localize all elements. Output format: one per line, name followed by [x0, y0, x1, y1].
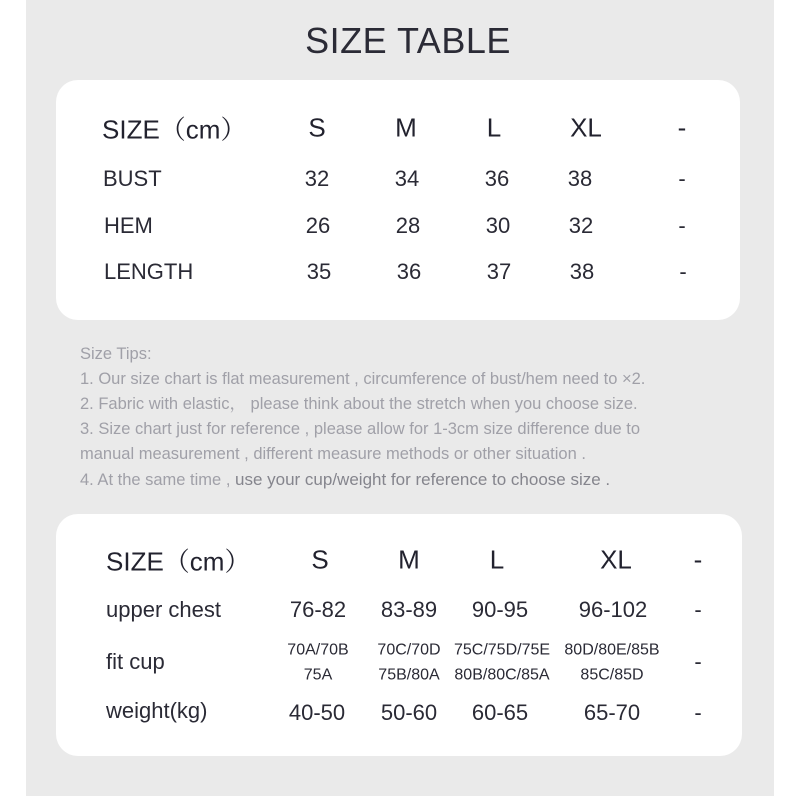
table-cell: 35: [306, 259, 332, 284]
table-cell: -: [678, 166, 686, 191]
size-tips: [80, 342, 740, 493]
size-s-header: S: [311, 544, 329, 575]
table-cell: -: [679, 259, 687, 284]
size-xl-header: XL: [570, 112, 602, 143]
size-header-label: SIZE（cm）: [102, 114, 247, 145]
table-cell: -: [694, 597, 702, 622]
size-l-header: L: [489, 544, 505, 575]
table-cell: 32: [568, 213, 594, 238]
row-label-upper-chest: upper chest: [106, 597, 221, 622]
tip-line: 1. Our size chart is flat measurement , circumference of bust/hem need to ×2.: [80, 370, 646, 388]
size-header-label: SIZE（cm）: [106, 546, 251, 577]
table-cell: 32: [304, 166, 330, 191]
row-label-length: LENGTH: [104, 259, 194, 284]
table-cell: 60-65: [471, 700, 529, 725]
table-cell: 83-89: [380, 597, 438, 622]
table-cell: 70C/70D: [377, 641, 441, 659]
table-cell: 80D/80E/85B: [564, 641, 660, 659]
row-label-bust: BUST: [103, 166, 162, 191]
row-label-hem: HEM: [104, 213, 153, 238]
table-cell: 75B/80A: [378, 666, 440, 684]
table-cell: 80B/80C/85A: [454, 666, 550, 684]
table-cell: 36: [396, 259, 422, 284]
table-cell: 36: [484, 166, 510, 191]
table-cell: 38: [567, 166, 593, 191]
size-table-card: [56, 80, 740, 320]
tip-text: 4. At the same time ,: [80, 471, 235, 489]
table-cell: 96-102: [578, 597, 648, 622]
table-cell: 85C/85D: [580, 666, 644, 684]
table-cell: 75C/75D/75E: [453, 641, 551, 659]
table-cell: 38: [569, 259, 595, 284]
table-cell: 90-95: [471, 597, 529, 622]
table-cell: 34: [394, 166, 420, 191]
table-cell: 28: [395, 213, 421, 238]
page-title: SIZE TABLE: [305, 20, 511, 61]
row-label-weight: weight(kg): [106, 698, 208, 723]
table-cell: -: [678, 213, 686, 238]
tip-line: manual measurement , different measure methods or other situation .: [80, 445, 586, 463]
table-cell: 40-50: [288, 700, 346, 725]
size-l-header: L: [486, 112, 502, 143]
table-cell: 26: [305, 213, 331, 238]
table-cell: 50-60: [380, 700, 438, 725]
table-cell: 70A/70B: [287, 641, 349, 659]
size-m-header: M: [395, 112, 417, 143]
cup-size-table-card: [56, 514, 742, 756]
tip-emphasis: use your cup/weight for reference to choose size .: [235, 470, 611, 489]
table-cell: 75A: [303, 666, 333, 684]
table-cell: -: [694, 649, 702, 674]
table-cell: 30: [485, 213, 511, 238]
size-m-header: M: [398, 544, 420, 575]
table-cell: 65-70: [583, 700, 641, 725]
tip-line: 3. Size chart just for reference , please allow for 1-3cm size difference due to: [80, 420, 641, 438]
tips-heading: Size Tips:: [80, 345, 152, 363]
row-label-fit-cup: fit cup: [106, 649, 165, 674]
size-extra-header: -: [693, 544, 703, 575]
table-cell: -: [694, 700, 702, 725]
size-extra-header: -: [677, 112, 687, 143]
table-cell: 76-82: [289, 597, 347, 622]
tip-line: [80, 467, 740, 493]
table-cell: 37: [486, 259, 512, 284]
size-s-header: S: [308, 112, 326, 143]
size-xl-header: XL: [600, 544, 632, 575]
tip-line: 2. Fabric with elastic， please think about the stretch when you choose size.: [80, 395, 638, 413]
